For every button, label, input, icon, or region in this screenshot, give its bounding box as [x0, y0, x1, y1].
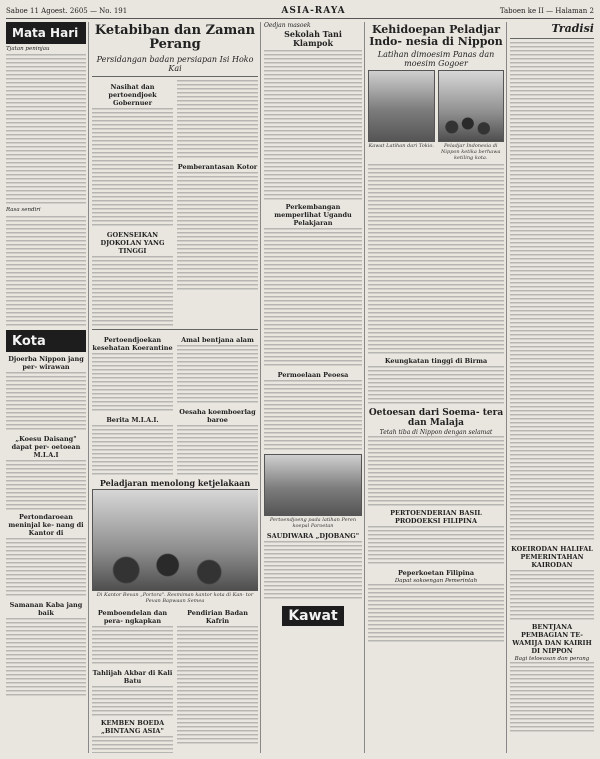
column-4	[368, 22, 504, 753]
column-5	[510, 22, 594, 753]
article-text	[177, 626, 258, 746]
photo-row	[368, 70, 504, 161]
article-heading: Pertoendjoekan kesehatan Koerantine	[92, 335, 173, 352]
article-heading: Keungkatan tinggi di Birma	[384, 357, 488, 366]
article-heading: Pendirian Badan Kafrin	[187, 608, 248, 625]
article-heading: „Koesu Daisang" dapat per- oetoean M.I.A.I	[11, 435, 81, 459]
article-text	[368, 164, 504, 354]
article-headline: Kehidoepan Peladjar Indo- nesia di Nippon	[369, 23, 503, 49]
issue-date: Saboe 11 Agoest. 2605 — No. 191	[6, 7, 128, 15]
article-heading: Tahlijah Akbar di Kali Batu	[92, 668, 173, 685]
rule	[510, 38, 594, 39]
photo-caption: Peladjar Indonesia di Nippon ketika berhawa ketiling kota.	[441, 143, 501, 162]
article-heading: Nasihat dan pertoendjoek Gobernuer	[108, 82, 157, 107]
rule	[92, 76, 258, 77]
photo-right	[438, 70, 505, 161]
mata-hari-banner	[6, 22, 86, 44]
subcolumn-right	[177, 333, 258, 475]
article-subhead: Dapat sokoengan Pemerintah	[394, 577, 478, 584]
article-heading: Perkembangan memperlihat Ugandu Pelakjaran	[274, 202, 352, 227]
section-label: Rasa sendiri	[6, 207, 41, 213]
article-text	[92, 626, 173, 666]
two-col-area	[92, 80, 258, 326]
article-text	[92, 686, 173, 716]
masthead	[6, 4, 594, 19]
article-heading: Berita M.I.A.I.	[106, 415, 159, 424]
article-text	[177, 172, 258, 292]
kota-title: Kota	[12, 333, 46, 349]
article-text	[264, 380, 362, 450]
article-text	[6, 372, 86, 432]
column-divider	[506, 22, 507, 753]
subcolumn-left	[92, 606, 173, 753]
column-divider	[88, 22, 89, 753]
photo-left	[368, 70, 435, 161]
article-text	[6, 618, 86, 698]
tradisi-heading: Tradisi	[551, 22, 594, 35]
year-page: Taboen ke II — Halaman 2	[499, 7, 594, 15]
article-text	[177, 425, 258, 475]
article-text	[368, 526, 504, 566]
article-text	[92, 736, 173, 753]
article-heading: Amal bentjana alam	[181, 335, 254, 344]
article-heading: Pertondaroean meninjal ke- nang di Kantor di	[8, 513, 84, 537]
article-text	[510, 662, 594, 732]
article-text	[264, 50, 362, 200]
article-text	[368, 436, 504, 506]
article-text	[177, 345, 258, 405]
column-3	[264, 22, 362, 753]
article-text	[92, 108, 173, 228]
article-subhead: Bagi teloeasan dan perang	[514, 656, 590, 662]
paper-name: ASIA-RAYA	[281, 6, 346, 16]
article-text	[92, 425, 173, 475]
first-aid-photo	[92, 489, 258, 591]
column-divider	[260, 22, 261, 753]
column-divider	[364, 22, 365, 753]
article-heading: Oesaha koemboerlag baroe	[179, 407, 256, 424]
article-text	[92, 353, 173, 413]
photo-caption: Kawat Latihan dari Tokio.	[368, 143, 434, 150]
column-2	[92, 22, 258, 753]
article-heading: SAUDIWARA „DJOBANG"	[266, 531, 360, 540]
article-heading: PERTOENDERIAN BASIL PRODOEKSI FILIPINA	[390, 508, 482, 525]
news-photo	[264, 454, 362, 516]
two-col-area	[92, 333, 258, 475]
article-headline: Sekolah Tani Klampok	[284, 29, 342, 48]
article-text	[6, 460, 86, 510]
article-text	[92, 256, 173, 326]
article-text	[6, 216, 86, 326]
article-text	[177, 80, 258, 160]
article-text	[6, 538, 86, 598]
article-text	[6, 54, 86, 204]
photo-caption: Pertoendjoeng pada latihan Peren koepal Paroetan	[269, 516, 357, 529]
article-heading: Djoerba Nippon jang per- wirawan	[8, 355, 84, 371]
photo-caption: Di Kantor Bevan „Portora". Resmiman kantor kota di Kan- tor Pevan Bapwaan Semea	[96, 591, 254, 604]
article-headline: Oetoesan dari Soema- tera dan Malaja	[368, 408, 504, 429]
article-text	[510, 42, 594, 542]
article-heading: Permoelaan Peoesa	[277, 370, 349, 379]
rule	[92, 329, 258, 330]
section-label: Tjatan peninjau	[6, 46, 50, 52]
mata-hari-title: Mata Hari	[12, 26, 79, 40]
main-headline: Ketabiban dan Zaman Perang	[94, 23, 256, 53]
article-heading: Samanan Kaba jang baik	[9, 601, 83, 617]
photo-title: Peladjaran menolong ketjelakaan	[99, 477, 251, 488]
subcolumn-right	[177, 80, 258, 326]
article-text	[368, 584, 504, 644]
kota-banner	[6, 330, 86, 352]
article-subhead: Latihan dimoesim Panas dan moesim Gogoer	[377, 50, 495, 69]
article-text	[368, 366, 504, 406]
article-heading: Pemboendelan dan pera- ngkapkan	[97, 608, 168, 625]
article-heading: KOEIRODAN HALIFAL PEMERINTAHAN KAIRODAN	[511, 545, 593, 569]
article-heading: KEMBEN BOEDA „BINTANG ASIA"	[100, 718, 165, 735]
article-text	[264, 541, 362, 601]
kawat-wrap	[264, 605, 362, 626]
section-label: Oedjan masoek	[264, 22, 311, 29]
column-1	[6, 22, 86, 753]
student-photo	[368, 70, 435, 142]
article-heading: Peperkoetan Filipina	[397, 568, 475, 577]
article-heading: Pemberantasan Kotor	[177, 162, 258, 171]
subcolumn-right	[177, 606, 258, 753]
article-subhead: Tetah tiba di Nippon dengan selamat	[379, 428, 493, 436]
article-text	[264, 228, 362, 368]
subcolumn-left	[92, 333, 173, 475]
article-heading: GOENSEIKAN DJOKOLAN YANG TINGGI	[100, 230, 165, 255]
kawat-banner: Kawat	[282, 606, 343, 626]
student-photo	[438, 70, 505, 142]
article-text	[510, 570, 594, 620]
article-heading: BENTJANA PEMBAGIAN TE- WAMIJA DAN KAIRIH DI NIPPON	[512, 623, 592, 655]
two-col-area	[92, 606, 258, 753]
subcolumn-left	[92, 80, 173, 326]
main-subhead: Persidangan badan persiapan Isi Hoko Kai	[96, 54, 254, 73]
